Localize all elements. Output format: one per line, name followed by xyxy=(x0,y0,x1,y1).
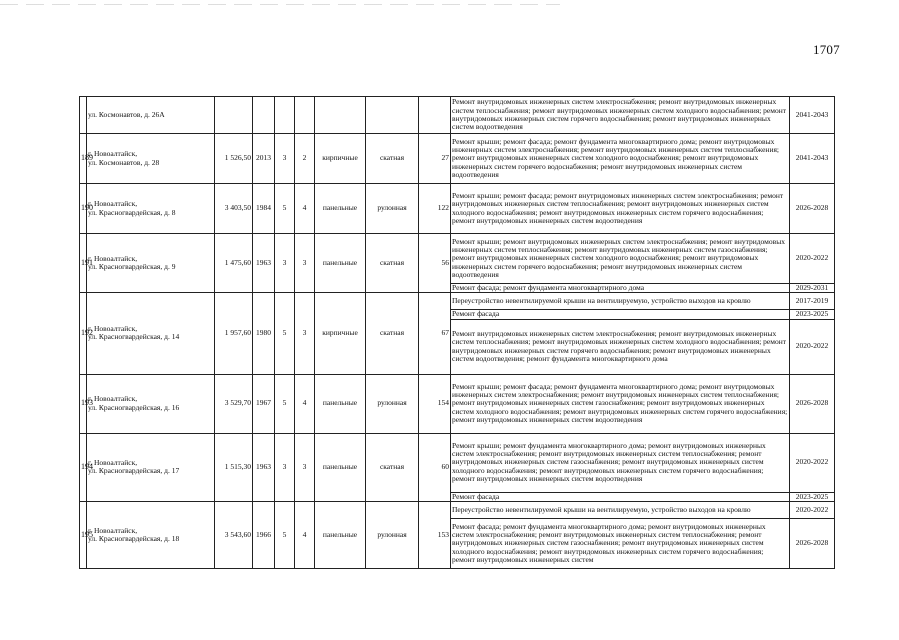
address-line: ул. Красногвардейская, д. 8 xyxy=(88,207,176,217)
table-row xyxy=(80,97,835,134)
entrances-cell: 2 xyxy=(295,134,315,184)
table-row xyxy=(80,184,835,234)
works-description-cell: Ремонт крыши; ремонт фасада; ремонт внутридомовых инженерных систем электроснабжения; ремонт внутридомовых инженерных систем теплоснабжения; ремонт внутридомовых инженерных систем холодного водоснабжения; ремонт внутридомовых инженерных систем горячего водоснабжения; ремонт внутридомовых инженерных систем водоотведения xyxy=(451,184,790,234)
floors-cell xyxy=(275,97,295,134)
row-number-cell xyxy=(80,97,87,134)
works-description-cell: Ремонт фасада; ремонт фундамента многоквартирного дома; ремонт внутридомовых инженерных систем электроснабжения; ремонт внутридомовых инженерных систем теплоснабжения; ремонт внутридомовых инженерных систем газоснабжения; ремонт внутридомовых инженерных систем холодного водоснабжения; ремонт внутридомовых инженерных систем горячего водоснабжения; ремонт внутридомовых инженерных систем xyxy=(451,518,790,568)
entrances-cell xyxy=(295,97,315,134)
address-cell xyxy=(87,97,215,134)
apartments-cell: 67 xyxy=(419,293,451,374)
area-cell: 1 526,50 xyxy=(215,134,253,184)
row-number-cell: 194 xyxy=(80,433,87,501)
address-line: ул. Космонавтов, д. 28 xyxy=(88,157,160,167)
wall-material-cell: панельные xyxy=(315,184,366,234)
address-line: ул. Красногвардейская, д. 9 xyxy=(88,262,176,272)
address-line: ул. Космонавтов, д. 26А xyxy=(88,109,165,119)
year-cell: 1967 xyxy=(253,374,275,433)
period-cell: 2026-2028 xyxy=(790,184,835,234)
period-cell: 2041-2043 xyxy=(790,134,835,184)
wall-material-cell: панельные xyxy=(315,501,366,568)
area-cell: 1 515,30 xyxy=(215,433,253,501)
period-cell: 2023-2025 xyxy=(790,310,835,319)
floors-cell: 3 xyxy=(275,433,295,501)
row-number-cell: 193 xyxy=(80,374,87,433)
period-cell: 2020-2022 xyxy=(790,501,835,518)
address-line: г. Новоалтайск, xyxy=(88,525,138,535)
year-cell: 1980 xyxy=(253,293,275,374)
area-cell: 3 403,50 xyxy=(215,184,253,234)
table-body xyxy=(80,97,835,569)
address-cell xyxy=(87,501,215,568)
row-number-cell: 189 xyxy=(80,134,87,184)
works-description-cell: Ремонт внутридомовых инженерных систем электроснабжения; ремонт внутридомовых инженерных систем теплоснабжения; ремонт внутридомовых инженерных систем холодного водоснабжения; ремонт внутридомовых инженерных систем горячего водоснабжения; ремонт внутридомовых инженерных систем водоотведения xyxy=(451,97,790,134)
table-row xyxy=(80,234,835,284)
roof-type-cell: рулонная xyxy=(366,184,419,234)
roof-type-cell: скатная xyxy=(366,433,419,501)
entrances-cell: 4 xyxy=(295,374,315,433)
roof-type-cell xyxy=(366,97,419,134)
address-cell xyxy=(87,433,215,501)
works-description-cell: Ремонт крыши; ремонт внутридомовых инженерных систем электроснабжения; ремонт внутридомовых инженерных систем теплоснабжения; ремонт внутридомовых инженерных систем газоснабжения; ремонт внутридомовых инженерных систем холодного водоснабжения; ремонт внутридомовых инженерных систем горячего водоснабжения; ремонт внутридомовых инженерных систем водоотведения xyxy=(451,234,790,284)
apartments-cell: 154 xyxy=(419,374,451,433)
period-cell: 2020-2022 xyxy=(790,234,835,284)
area-cell: 1 475,60 xyxy=(215,234,253,293)
works-description-cell: Ремонт внутридомовых инженерных систем электроснабжения; ремонт внутридомовых инженерных систем теплоснабжения; ремонт внутридомовых инженерных систем холодного водоснабжения; ремонт внутридомовых инженерных систем горячего водоснабжения; ремонт внутридомовых инженерных систем водоотведения; ремонт фундамента многоквартирного дома xyxy=(451,319,790,374)
page-number: 1707 xyxy=(813,42,840,57)
entrances-cell: 3 xyxy=(295,433,315,501)
address-line: ул. Красногвардейская, д. 16 xyxy=(88,402,180,412)
table-row xyxy=(80,293,835,310)
roof-type-cell: скатная xyxy=(366,134,419,184)
area-cell: 1 957,60 xyxy=(215,293,253,374)
floors-cell: 5 xyxy=(275,374,295,433)
area-cell: 3 529,70 xyxy=(215,374,253,433)
apartments-cell: 56 xyxy=(419,234,451,293)
works-description-cell: Переустройство невентилируемой крыши на вентилируемую, устройство выходов на кровлю xyxy=(451,293,790,310)
wall-material-cell: кирпичные xyxy=(315,293,366,374)
roof-type-cell: рулонная xyxy=(366,374,419,433)
works-description-cell: Переустройство невентилируемой крыши на вентилируемую, устройство выходов на кровлю xyxy=(451,501,790,518)
address-line: г. Новоалтайск, xyxy=(88,457,138,467)
table-row xyxy=(80,134,835,184)
year-cell: 1984 xyxy=(253,184,275,234)
scan-artifact-line xyxy=(0,4,560,5)
period-cell: 2017-2019 xyxy=(790,293,835,310)
wall-material-cell: кирпичные xyxy=(315,134,366,184)
roof-type-cell: скатная xyxy=(366,234,419,293)
floors-cell: 3 xyxy=(275,234,295,293)
works-description-cell: Ремонт фасада xyxy=(451,310,790,319)
address-line: ул. Красногвардейская, д. 14 xyxy=(88,332,180,342)
row-number-cell: 191 xyxy=(80,234,87,293)
period-cell: 2020-2022 xyxy=(790,319,835,374)
row-number-cell: 190 xyxy=(80,184,87,234)
period-cell: 2023-2025 xyxy=(790,492,835,501)
year-cell: 2013 xyxy=(253,134,275,184)
wall-material-cell xyxy=(315,97,366,134)
year-cell: 1966 xyxy=(253,501,275,568)
year-cell: 1963 xyxy=(253,234,275,293)
apartments-cell: 60 xyxy=(419,433,451,501)
floors-cell: 5 xyxy=(275,184,295,234)
works-description-cell: Ремонт фасада xyxy=(451,492,790,501)
address-line: г. Новоалтайск, xyxy=(88,394,138,404)
row-number-cell: 192 xyxy=(80,293,87,374)
works-description-cell: Ремонт крыши; ремонт фасада; ремонт фундамента многоквартирного дома; ремонт внутридомовых инженерных систем электроснабжения; ремонт внутридомовых инженерных систем теплоснабжения; ремонт внутридомовых инженерных систем холодного водоснабжения; ремонт внутридомовых инженерных систем горячего водоснабжения; ремонт внутридомовых инженерных систем водоотведения xyxy=(451,134,790,184)
period-cell: 2026-2028 xyxy=(790,374,835,433)
roof-type-cell: рулонная xyxy=(366,501,419,568)
works-description-cell: Ремонт крыши; ремонт фундамента многоквартирного дома; ремонт внутридомовых инженерных систем электроснабжения; ремонт внутридомовых инженерных систем теплоснабжения; ремонт внутридомовых инженерных систем газоснабжения; ремонт внутридомовых инженерных систем холодного водоснабжения; ремонт внутридомовых инженерных систем горячего водоснабжения; ремонт внутридомовых инженерных систем водоотведения xyxy=(451,433,790,492)
wall-material-cell: панельные xyxy=(315,374,366,433)
address-cell xyxy=(87,184,215,234)
period-cell: 2020-2022 xyxy=(790,433,835,492)
period-cell: 2041-2043 xyxy=(790,97,835,134)
apartments-cell xyxy=(419,97,451,134)
address-line: г. Новоалтайск, xyxy=(88,149,138,159)
entrances-cell: 3 xyxy=(295,293,315,374)
apartments-cell: 153 xyxy=(419,501,451,568)
roof-type-cell: скатная xyxy=(366,293,419,374)
works-description-cell: Ремонт фасада; ремонт фундамента многоквартирного дома xyxy=(451,284,790,293)
apartments-cell: 27 xyxy=(419,134,451,184)
address-line: ул. Красногвардейская, д. 18 xyxy=(88,533,180,543)
address-cell xyxy=(87,374,215,433)
entrances-cell: 3 xyxy=(295,234,315,293)
address-line: ул. Красногвардейская, д. 17 xyxy=(88,466,180,476)
entrances-cell: 4 xyxy=(295,501,315,568)
address-line: г. Новоалтайск, xyxy=(88,199,138,209)
wall-material-cell: панельные xyxy=(315,234,366,293)
address-cell xyxy=(87,134,215,184)
area-cell: 3 543,60 xyxy=(215,501,253,568)
wall-material-cell: панельные xyxy=(315,433,366,501)
floors-cell: 5 xyxy=(275,501,295,568)
housing-repair-table xyxy=(79,96,835,569)
address-cell xyxy=(87,234,215,293)
apartments-cell: 122 xyxy=(419,184,451,234)
address-line: г. Новоалтайск, xyxy=(88,324,138,334)
works-description-cell: Ремонт крыши; ремонт фасада; ремонт фундамента многоквартирного дома; ремонт внутридомовых инженерных систем электроснабжения; ремонт внутридомовых инженерных систем теплоснабжения; ремонт внутридомовых инженерных систем газоснабжения; ремонт внутридомовых инженерных систем холодного водоснабжения; ремонт внутридомовых инженерных систем горячего водоснабжения; ремонт внутридомовых инженерных систем водоотведения xyxy=(451,374,790,433)
floors-cell: 5 xyxy=(275,293,295,374)
year-cell: 1963 xyxy=(253,433,275,501)
period-cell: 2026-2028 xyxy=(790,518,835,568)
address-cell xyxy=(87,293,215,374)
period-cell: 2029-2031 xyxy=(790,284,835,293)
area-cell xyxy=(215,97,253,134)
address-line: г. Новоалтайск, xyxy=(88,253,138,263)
year-cell xyxy=(253,97,275,134)
entrances-cell: 4 xyxy=(295,184,315,234)
table-row xyxy=(80,374,835,433)
floors-cell: 3 xyxy=(275,134,295,184)
table-row xyxy=(80,501,835,518)
row-number-cell: 195 xyxy=(80,501,87,568)
table-row xyxy=(80,433,835,492)
